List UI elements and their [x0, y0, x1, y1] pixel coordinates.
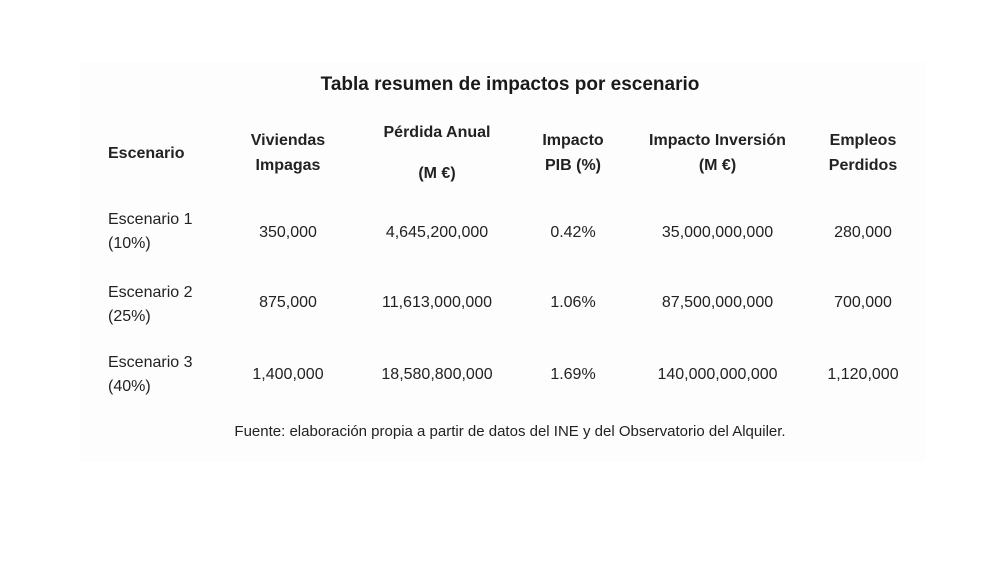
- header-escenario: Escenario: [108, 145, 185, 162]
- header-viviendas: Viviendas Impagas: [250, 132, 326, 174]
- row2-empleos: 700,000: [834, 294, 892, 311]
- header-inversion: Impacto Inversión (M €): [649, 132, 786, 174]
- row2-pib: 1.06%: [550, 294, 596, 311]
- header-empleos: Empleos Perdidos: [828, 132, 898, 174]
- row3-inversion: 140,000,000,000: [657, 366, 778, 383]
- row3-perdida: 18,580,800,000: [381, 366, 493, 383]
- row1-escenario: Escenario 1 (10%): [108, 211, 193, 252]
- row2-escenario: Escenario 2 (25%): [108, 284, 193, 325]
- row2-perdida: 11,613,000,000: [381, 294, 493, 311]
- header-pib: Impacto PIB (%): [542, 132, 604, 174]
- row1-perdida: 4,645,200,000: [385, 224, 489, 241]
- row1-viviendas: 350,000: [259, 224, 317, 241]
- row3-escenario: Escenario 3 (40%): [108, 354, 193, 395]
- row1-empleos: 280,000: [834, 224, 892, 241]
- header-perdida: Pérdida Anual (M €): [383, 124, 491, 182]
- row2-inversion: 87,500,000,000: [661, 294, 774, 311]
- table-title: Tabla resumen de impactos por escenario: [320, 74, 700, 95]
- row3-pib: 1.69%: [550, 366, 596, 383]
- source-note: Fuente: elaboración propia a partir de datos del INE y del Observatorio del Alquiler.: [234, 423, 786, 440]
- row1-pib: 0.42%: [550, 224, 596, 241]
- row3-empleos: 1,120,000: [827, 366, 899, 383]
- row3-viviendas: 1,400,000: [252, 366, 324, 383]
- row2-viviendas: 875,000: [259, 294, 317, 311]
- row1-inversion: 35,000,000,000: [661, 224, 774, 241]
